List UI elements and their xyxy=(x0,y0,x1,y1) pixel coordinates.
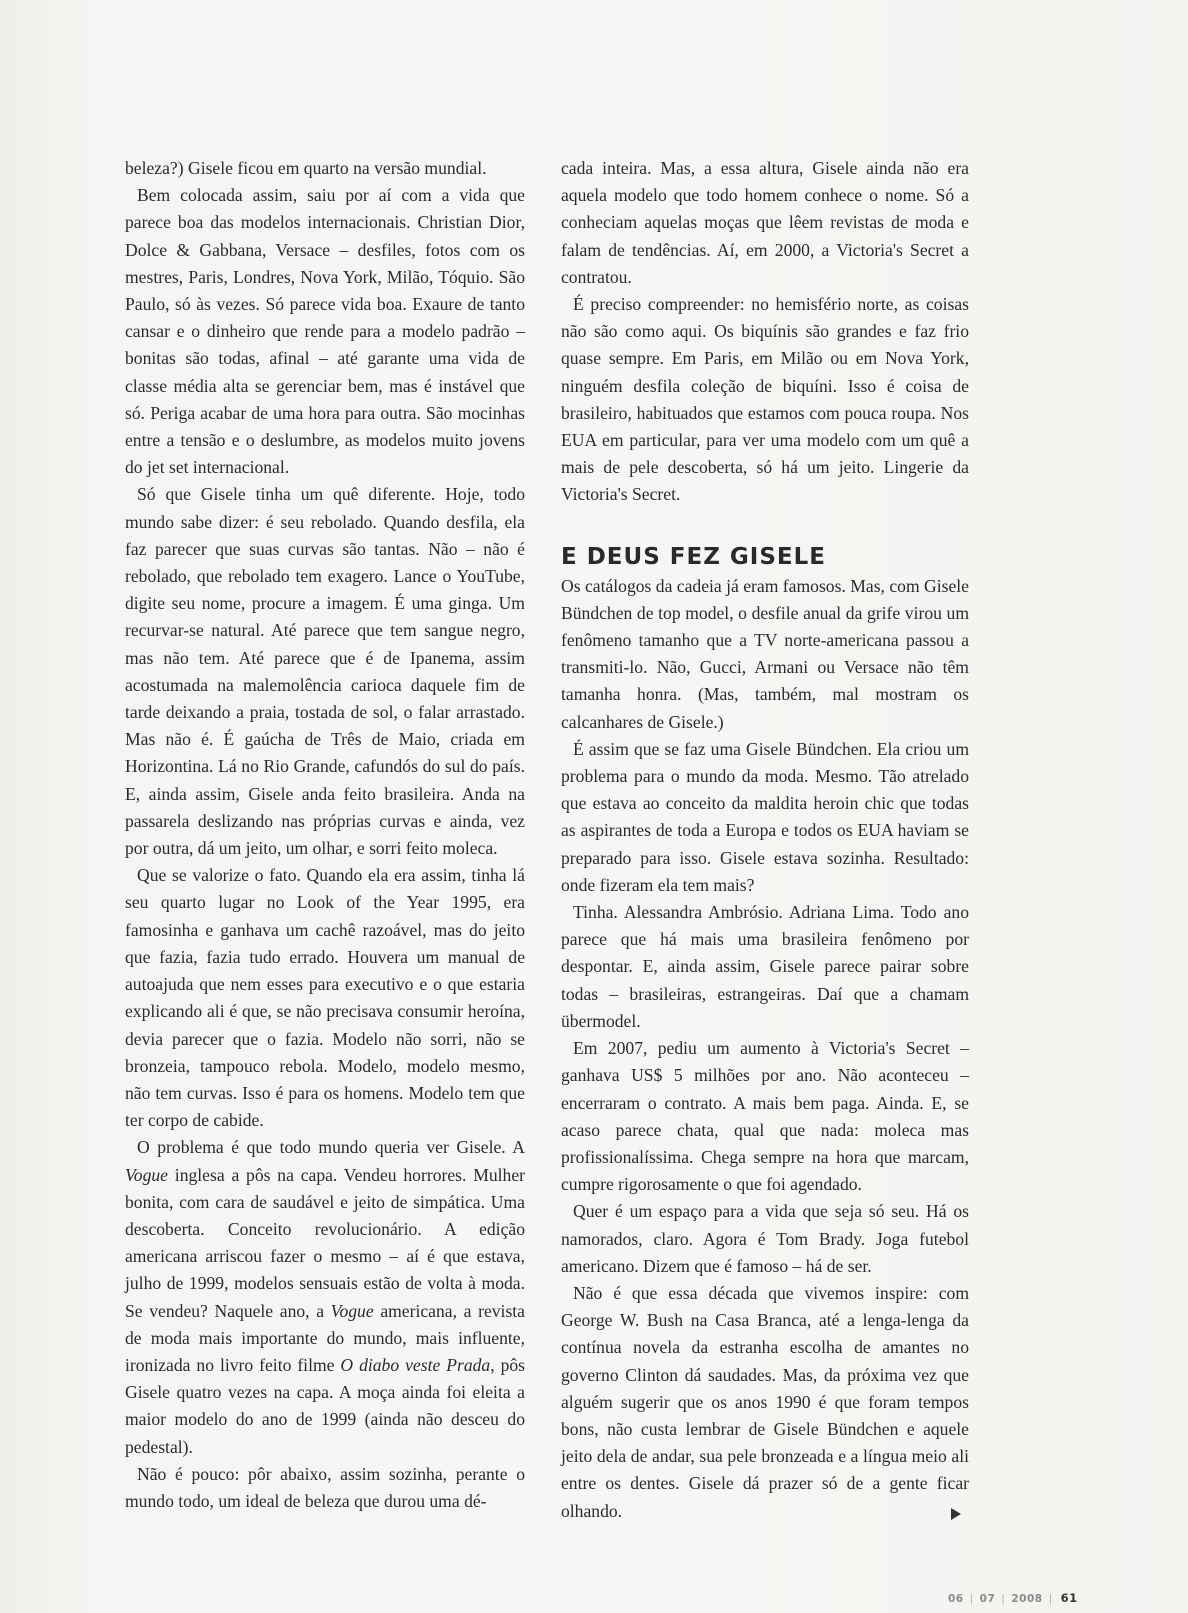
issue-month: 07 xyxy=(979,1593,996,1605)
article-column-right xyxy=(561,155,969,1525)
paragraph: Tinha. Alessandra Ambrósio. Adriana Lima. Todo ano parece que há mais uma brasileira fenômeno por despontar. E, ainda assim, Gisele parece pairar sobre todas – brasileiras, estrangeiras. Daí que a chamam übermodel. xyxy=(561,902,969,1031)
paragraph xyxy=(125,1134,525,1460)
text-run: Não é que essa década que vivemos inspire: com George W. Bush na Casa Branca, até a lenga-lenga da contínua novela da estranha escolha de amantes no governo Clinton dá saudades. Mas, da próxima vez que alguém sugerir que os anos 1990 é que foram tempos bons, não custa lembrar de Gisele Bündchen e aquele jeito dela de andar, sua pele bronzeada e a língua meio ali entre os dentes. Gisele dá prazer só de a gente ficar olhando. xyxy=(561,1282,969,1521)
issue-year: 2008 xyxy=(1011,1593,1043,1605)
triangle-right-icon xyxy=(951,1508,961,1520)
text-run: , pôs Gisele quatro vezes na capa. A moça ainda foi eleita a maior modelo do ano de 1999 (ainda não desceu do pedestal). xyxy=(125,1354,526,1457)
paragraph: Que se valorize o fato. Quando ela era assim, tinha lá seu quarto lugar no Look of the Year 1995, era famosinha e ganhava um cachê razoável, mas do jeito que fazia, fazia tudo errado. Houvera um manual de autoajuda que nem esses para executivo e o que estaria explicando ali é que, se não precisava consumir heroína, devia parecer que o fazia. Modelo não sorri, não se bronzeia, tampouco rebola. Modelo, modelo mesmo, não tem curvas. Isso é para os homens. Modelo tem que ter corpo de cabide. xyxy=(125,865,525,1131)
paragraph: Bem colocada assim, saiu por aí com a vida que parece boa das modelos internacionais. Christian Dior, Dolce & Gabbana, Versace – desfiles, fotos com os mestres, Paris, Londres, Nova York, Milão, Tóquio. São Paulo, só às vezes. Só parece vida boa. Exaure de tanto cansar e o dinheiro que rende para a modelo padrão – bonitas são todas, afinal – até garante uma vida de classe média alta se gerenciar bem, mas é instável que só. Periga acabar de uma hora para outra. São mocinhas entre a tensão e o deslumbre, as modelos muito jovens do jet set internacional. xyxy=(125,185,525,478)
magazine-title: Vogue xyxy=(330,1300,374,1321)
paragraph: Não é pouco: pôr abaixo, assim sozinha, perante o mundo todo, um ideal de beleza que durou uma dé- xyxy=(125,1463,525,1511)
separator: | xyxy=(969,1593,974,1605)
section-heading: E DEUS FEZ GISELE xyxy=(561,543,826,570)
paragraph: Em 2007, pediu um aumento à Victoria's Secret – ganhava US$ 5 milhões por ano. Não aconteceu – encerraram o contrato. A mais bem paga. Ainda. E, se acaso parece chata, qual que nada: moleca mas profissionalíssima. Chega sempre na hora que marcam, cumpre rigorosamente o que foi agendado. xyxy=(561,1038,969,1195)
article-column-left xyxy=(125,155,525,1515)
paragraph: É preciso compreender: no hemisfério norte, as coisas não são como aqui. Os biquínis são grandes e faz frio quase sempre. Em Paris, em Milão ou em Nova York, ninguém desfila coleção de biquíni. Isso é coisa de brasileiro, habituados que estamos com pouca roupa. Nos EUA em particular, para ver uma modelo com um quê a mais de pele descoberta, só há um jeito. Lingerie da Victoria's Secret. xyxy=(561,294,969,505)
text-run: inglesa a pôs na capa. Vendeu horrores. Mulher bonita, com cara de saudável e jeito de simpática. Uma descoberta. Conceito revolucionário. A edição americana arriscou fazer o mesmo – aí é que estava, julho de 1999, modelos sensuais estão de volta à moda. Se vendeu? Naquele ano, a xyxy=(125,1164,525,1321)
paragraph: Os catálogos da cadeia já eram famosos. Mas, com Gisele Bündchen de top model, o desfile anual da grife virou um fenômeno tamanho que a TV norte-americana passou a transmiti-lo. Não, Gucci, Armani ou Versace não têm tamanha honra. (Mas, também, mal mostram os calcanhares de Gisele.) xyxy=(561,575,969,732)
paragraph-final xyxy=(561,1280,969,1525)
text-run: O problema é que todo mundo queria ver Gisele. A xyxy=(137,1137,525,1158)
separator: | xyxy=(1048,1593,1053,1605)
text-run: americana, a revista de moda mais importante do mundo, mais influente, ironizada no livro feito filme xyxy=(125,1300,525,1375)
magazine-title: Vogue xyxy=(125,1164,168,1185)
paragraph: beleza?) Gisele ficou em quarto na versão mundial. xyxy=(125,158,487,178)
paragraph: É assim que se faz uma Gisele Bündchen. Ela criou um problema para o mundo da moda. Mesmo. Tão atrelado que estava ao conceito da maldita heroin chic que todas as aspirantes de toda a Europa e todos os EUA haviam se preparado para isso. Gisele estava sozinha. Resultado: onde fizeram ela tem mais? xyxy=(561,738,969,895)
film-title: O diabo veste Prada xyxy=(340,1354,491,1375)
paragraph: Só que Gisele tinha um quê diferente. Hoje, todo mundo sabe dizer: é seu rebolado. Quando desfila, ela faz parecer que suas curvas são tantas. Não – não é rebolado, que rebolado tem exagero. Lance o YouTube, digite seu nome, procure a imagem. É uma ginga. Um recurvar-se natural. Até parece que tem sangue negro, mas não tem. Até parece que é de Ipanema, assim acostumada na malemolência carioca daquele fim de tarde deixando a praia, tostada de sol, o falar arrastado. Mas não é. É gaúcha de Três de Maio, criada em Horizontina. Lá no Rio Grande, cafundós do sul do país. E, ainda assim, Gisele anda feito brasileira. Anda na passarela deslizando nas próprias curvas e ainda, vez por outra, dá um jeito, um olhar, e sorri feito moleca. xyxy=(125,484,525,859)
paragraph: Quer é um espaço para a vida que seja só seu. Há os namorados, claro. Agora é Tom Brady. Joga futebol americano. Dizem que é famoso – há de ser. xyxy=(561,1201,969,1276)
paragraph: cada inteira. Mas, a essa altura, Gisele ainda não era aquela modelo que todo homem conhece o nome. Só a conheciam aquelas moças que lêem revistas de moda e falam de tendências. Aí, em 2000, a Victoria's Secret a contratou. xyxy=(561,158,969,287)
issue-day: 06 xyxy=(948,1593,964,1605)
separator: | xyxy=(1001,1593,1006,1605)
page-number: 61 xyxy=(1060,1591,1078,1605)
page-footer xyxy=(948,1591,1078,1605)
